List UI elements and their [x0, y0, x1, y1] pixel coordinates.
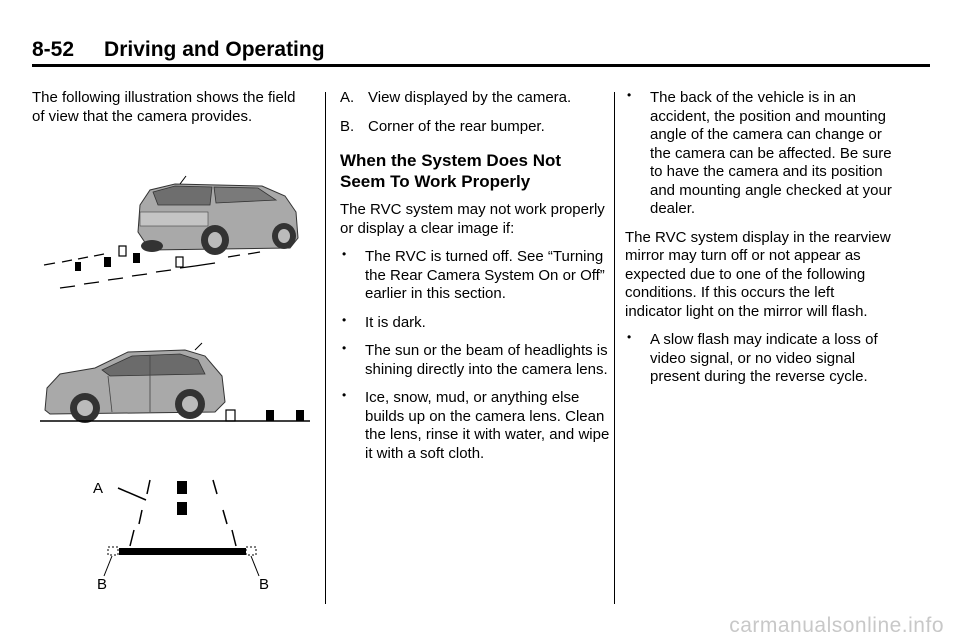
list-item: • The sun or the beam of headlights is shining directly into the camera lens. [340, 342, 610, 379]
mirror-paragraph: The RVC system display in the rearview mirror may turn off or not appear as expected due to one of the following conditions. If this occurs the left indicator light on the mirror will flash. [625, 228, 891, 320]
suv-rear-view [138, 176, 298, 255]
ground-guide-blocks-upper [75, 253, 140, 271]
column-2 [340, 89, 610, 473]
label-b-right: B [259, 576, 270, 593]
conditions-list [340, 248, 610, 463]
accident-list [625, 89, 895, 219]
intro-paragraph: The following illustration shows the field of view that the camera provides. [32, 89, 296, 125]
page-title: Driving and Operating [104, 38, 325, 61]
list-item: • A slow flash may indicate a loss of video signal, or no video signal present during the reverse cycle. [625, 331, 895, 387]
list-item: • It is dark. [340, 314, 610, 333]
flash-list [625, 331, 895, 387]
label-b-left: B [97, 576, 108, 593]
list-item: • The back of the vehicle is in an accident, the position and mounting angle of the camera can change or the camera can be affected. Be sure to have the camera and its position and mounting angle checked at your dealer. [625, 89, 895, 219]
camera-view-diagram [104, 480, 259, 576]
suv-side-view [45, 343, 225, 423]
camera-view-blocks [119, 481, 246, 555]
watermark: carmanualsonline.info [729, 614, 944, 637]
page-number: 8-52 [32, 38, 75, 61]
label-a: A [93, 480, 104, 497]
section-intro: The RVC system may not work properly or display a clear image if: [340, 201, 605, 237]
legend-item-a: A. View displayed by the camera. [340, 89, 572, 106]
list-item: • The RVC is turned off. See “Turning the Rear Camera System On or Off” earlier in this section. [340, 248, 610, 304]
legend-item-b: B. Corner of the rear bumper. [340, 117, 545, 135]
list-item: • Ice, snow, mud, or anything else builds up on the camera lens. Clean the lens, rinse it with water, and wipe it with a soft cloth. [340, 389, 610, 463]
column-3 [625, 89, 895, 397]
section-heading: When the System Does Not Seem To Work Properly [340, 151, 562, 191]
